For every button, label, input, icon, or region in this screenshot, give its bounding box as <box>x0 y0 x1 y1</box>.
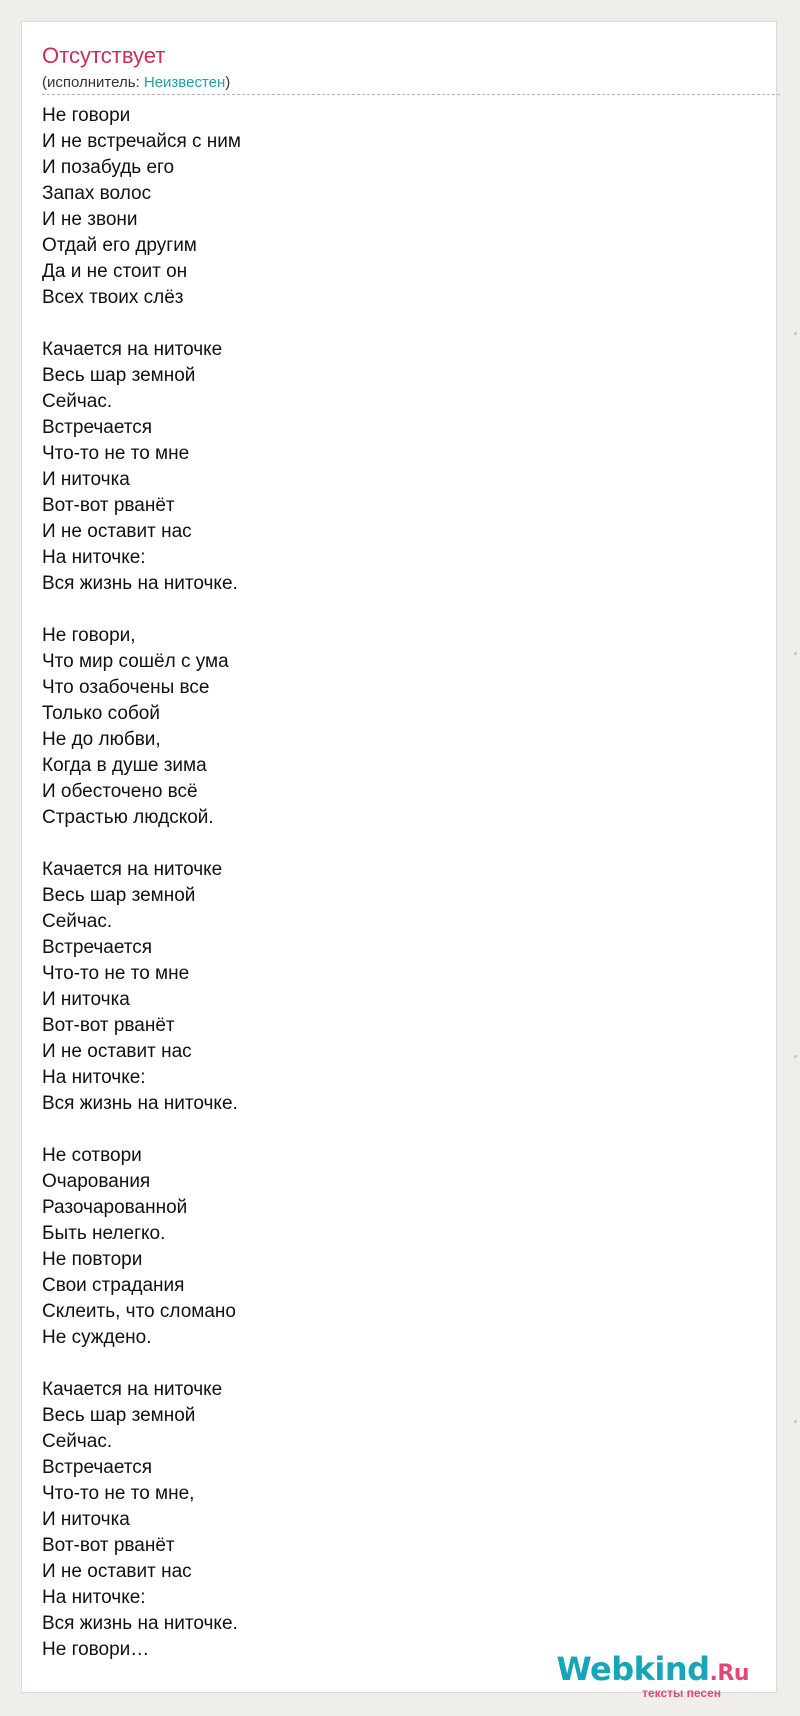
lyric-line: И не оставит нас <box>42 521 192 542</box>
lyric-line: Разочарованной <box>42 1197 188 1218</box>
lyric-line: Страстью людской. <box>42 807 214 828</box>
lyric-line: Не говори, <box>42 625 136 646</box>
lyrics-stanza <box>42 1377 642 1663</box>
edge-decoration-dot <box>794 652 797 655</box>
lyric-line: Всех твоих слёз <box>42 287 184 308</box>
edge-decoration-dot <box>794 1420 797 1423</box>
lyrics-stanza <box>42 1143 642 1351</box>
lyric-line: И ниточка <box>42 1509 130 1530</box>
edge-decoration-dot <box>794 332 797 335</box>
lyric-line: Не повтори <box>42 1249 143 1270</box>
lyric-line: Встречается <box>42 1457 153 1478</box>
lyric-line: Качается на ниточке <box>42 859 223 880</box>
title-divider <box>42 94 780 95</box>
lyric-line: Вот-вот рванёт <box>42 1015 175 1036</box>
lyric-line: Вот-вот рванёт <box>42 495 175 516</box>
lyric-line: Свои страдания <box>42 1275 185 1296</box>
lyric-line: Встречается <box>42 417 153 438</box>
lyric-line: Очарования <box>42 1171 151 1192</box>
lyric-line: Сейчас. <box>42 911 113 932</box>
lyric-line: Только собой <box>42 703 160 724</box>
lyrics-stanza <box>42 337 642 597</box>
lyric-line: Склеить, что сломано <box>42 1301 236 1322</box>
lyric-line: На ниточке: <box>42 547 146 568</box>
lyric-line: И не оставит нас <box>42 1561 192 1582</box>
lyric-line: Что-то не то мне <box>42 443 190 464</box>
lyric-line: Не до любви, <box>42 729 161 750</box>
lyric-line: Встречается <box>42 937 153 958</box>
logo-main-text: Webkind <box>556 1650 710 1688</box>
lyric-line: И обесточено всё <box>42 781 198 802</box>
lyric-line: На ниточке: <box>42 1587 146 1608</box>
lyric-line: И не встречайся с ним <box>42 131 241 152</box>
lyric-line: Не сотвори <box>42 1145 142 1166</box>
lyric-line: Вот-вот рванёт <box>42 1535 175 1556</box>
lyric-line: Не суждено. <box>42 1327 152 1348</box>
lyric-line: Весь шар земной <box>42 365 196 386</box>
lyric-line: Да и не стоит он <box>42 261 188 282</box>
lyric-line: Сейчас. <box>42 1431 113 1452</box>
logo-tagline: тексты песен <box>642 1686 721 1700</box>
lyrics-body <box>42 103 642 1663</box>
lyric-line: Запах волос <box>42 183 152 204</box>
lyric-line: Не говори… <box>42 1639 150 1660</box>
lyric-line: И ниточка <box>42 469 130 490</box>
lyrics-stanza <box>42 623 642 831</box>
song-title: Отсутствует <box>42 43 166 68</box>
lyric-line: Когда в душе зима <box>42 755 207 776</box>
lyric-line: Весь шар земной <box>42 885 196 906</box>
lyric-line: На ниточке: <box>42 1067 146 1088</box>
lyric-line: Отдай его другим <box>42 235 197 256</box>
artist-line <box>42 73 230 93</box>
song-card <box>21 21 777 1700</box>
lyric-line: Качается на ниточке <box>42 1379 223 1400</box>
lyrics-stanza <box>42 103 642 311</box>
lyric-line: Что-то не то мне, <box>42 1483 195 1504</box>
lyric-line: И не звони <box>42 209 138 230</box>
artist-prefix: (исполнитель: <box>42 74 144 91</box>
lyric-line: Вся жизнь на ниточке. <box>42 1093 238 1114</box>
lyric-line: Что-то не то мне <box>42 963 190 984</box>
lyric-line: И позабудь его <box>42 157 175 178</box>
lyric-line: Сейчас. <box>42 391 113 412</box>
site-logo[interactable] <box>549 1650 749 1706</box>
lyric-line: Вся жизнь на ниточке. <box>42 1613 238 1634</box>
lyric-line: Что мир сошёл с ума <box>42 651 229 672</box>
lyric-line: Вся жизнь на ниточке. <box>42 573 238 594</box>
lyric-line: Быть нелегко. <box>42 1223 166 1244</box>
lyric-line: Не говори <box>42 105 131 126</box>
logo-domain-text: .Ru <box>709 1661 749 1686</box>
lyric-line: Весь шар земной <box>42 1405 196 1426</box>
edge-decoration-dot <box>794 1055 797 1058</box>
artist-suffix: ) <box>225 74 231 91</box>
lyric-line: Что озабочены все <box>42 677 210 698</box>
lyric-line: Качается на ниточке <box>42 339 223 360</box>
artist-link[interactable]: Неизвестен <box>143 74 226 91</box>
lyric-line: И ниточка <box>42 989 130 1010</box>
lyrics-stanza <box>42 857 642 1117</box>
lyric-line: И не оставит нас <box>42 1041 192 1062</box>
